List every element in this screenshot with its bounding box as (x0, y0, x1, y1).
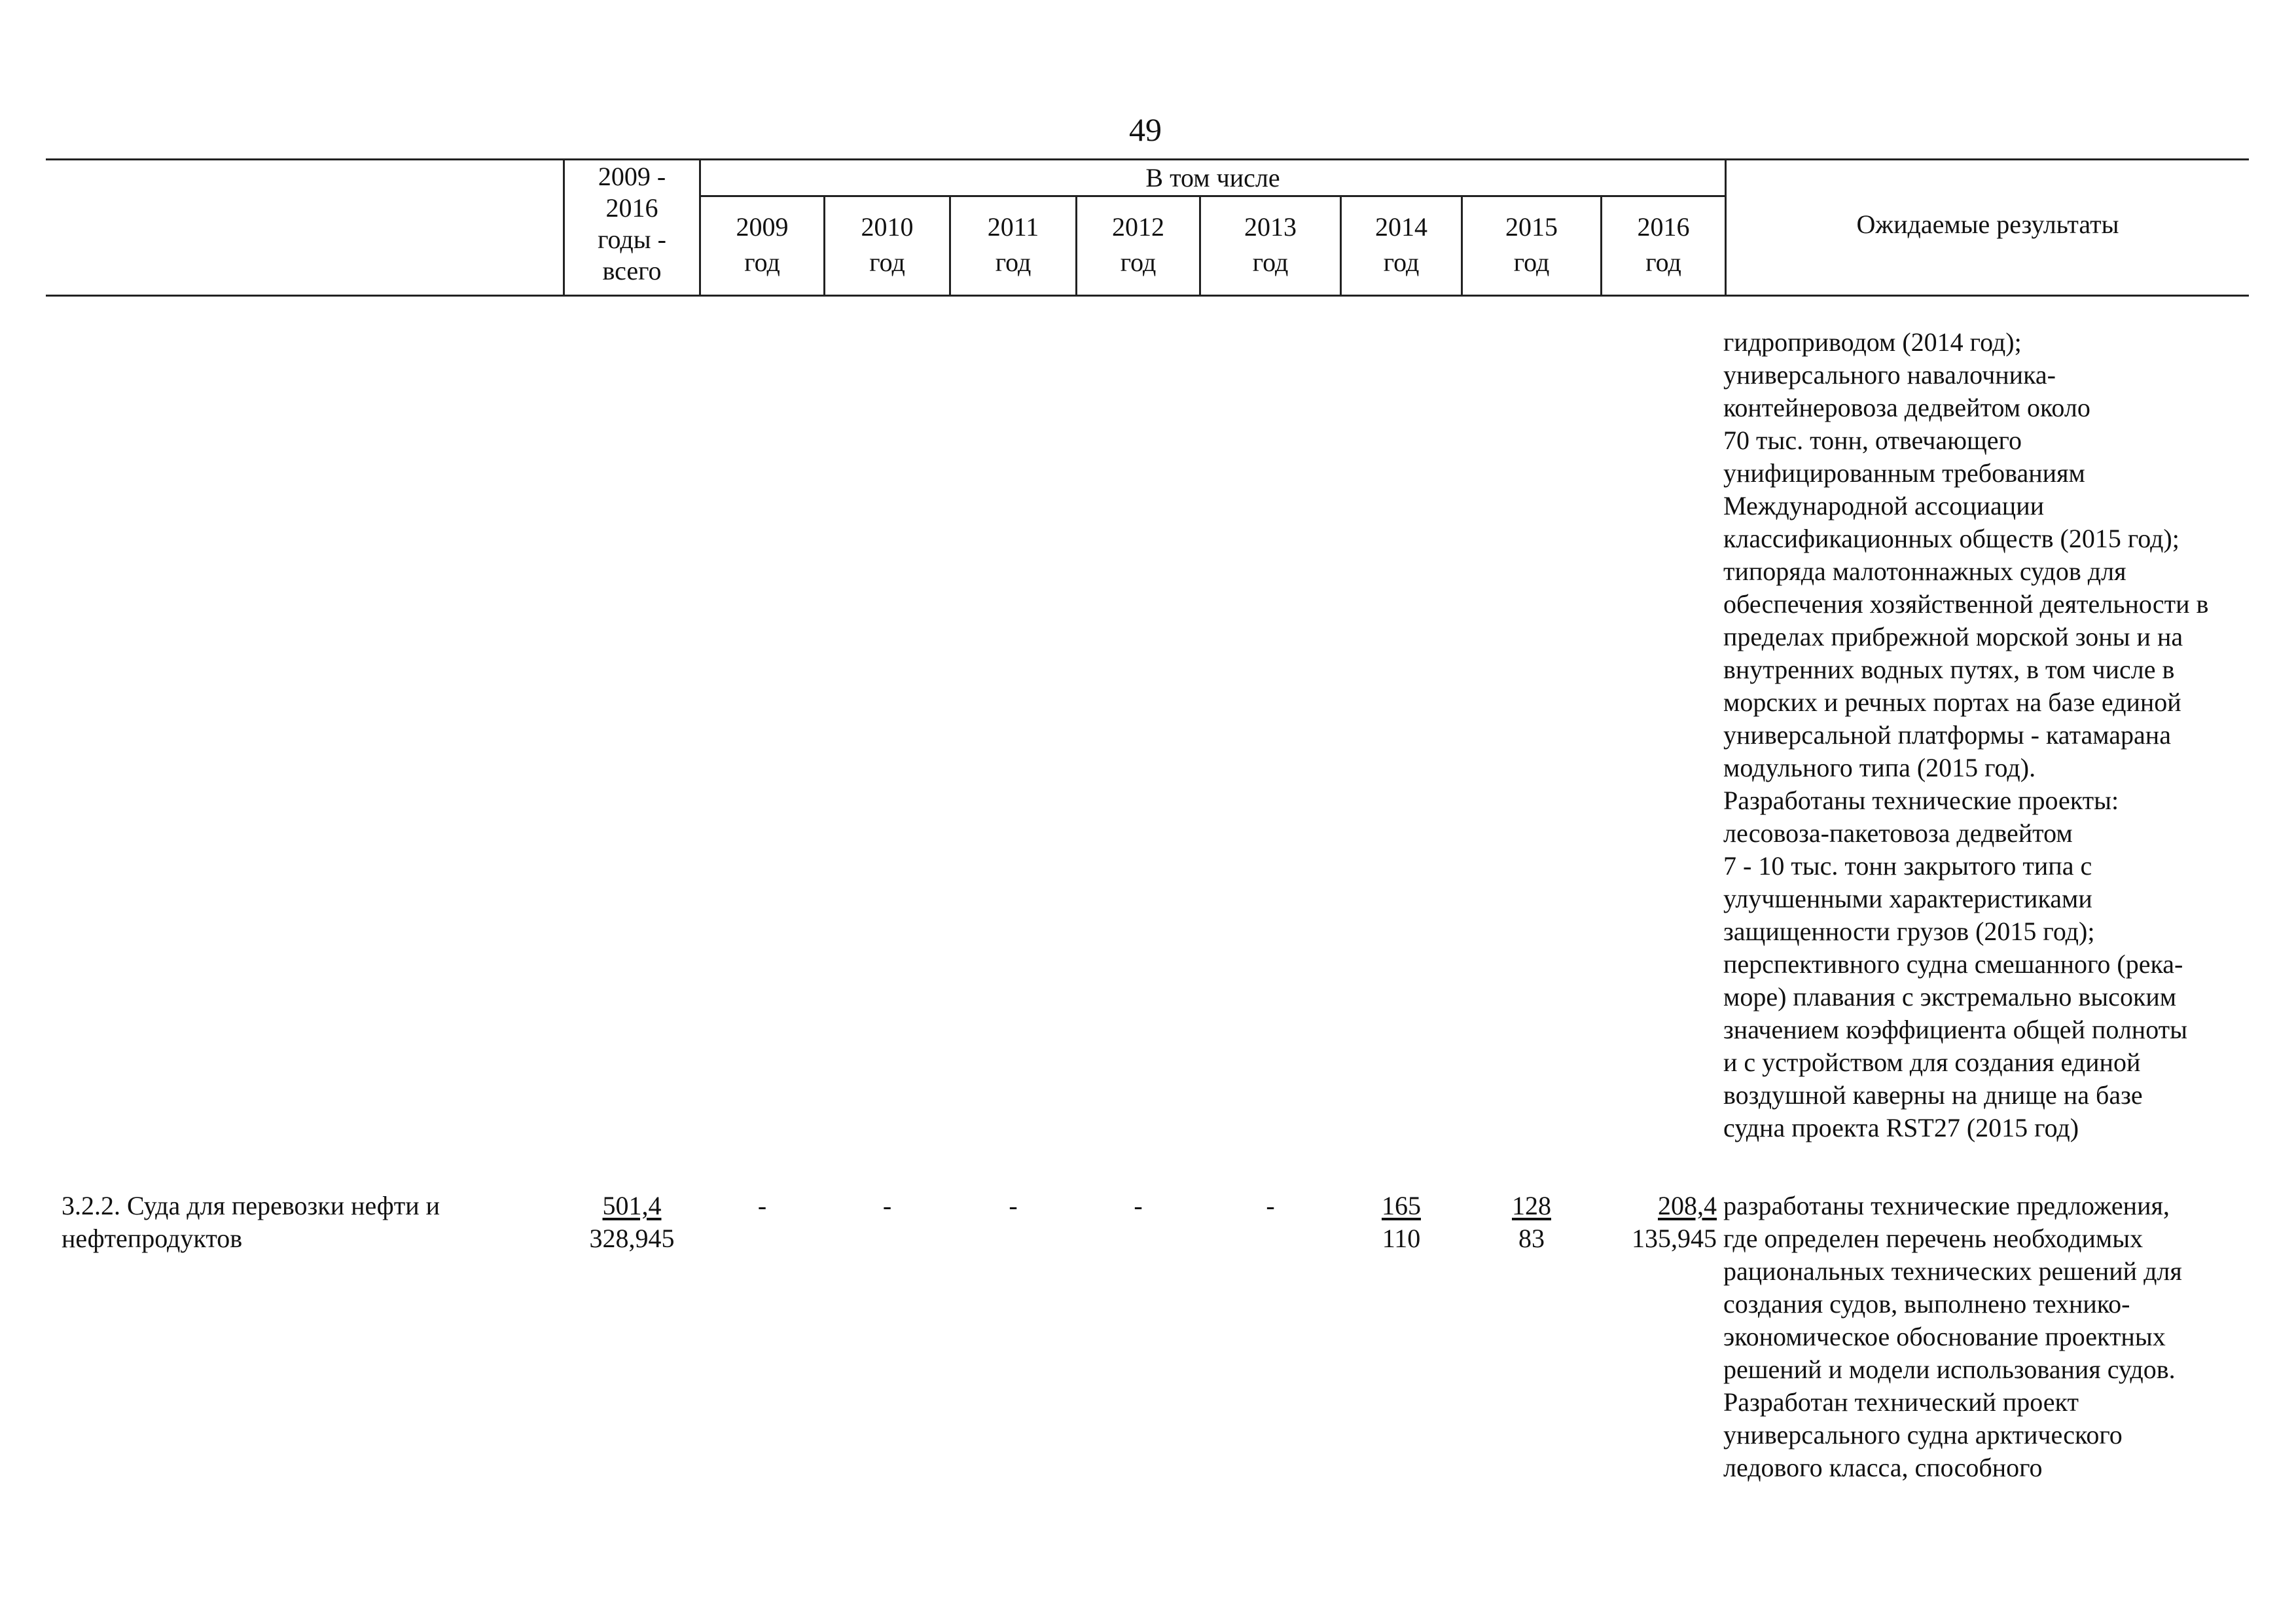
header-year-2013: 2013 год (1244, 212, 1297, 277)
header-bottom-rule (46, 295, 2249, 297)
row-2015-top (1463, 1190, 1600, 1222)
header-year-2015: 2015 год (1505, 212, 1558, 277)
row-total-top-value: 501,4 (602, 1191, 662, 1220)
row-2009-value: - (757, 1191, 767, 1220)
row-2011-value: - (1009, 1191, 1018, 1220)
header-year-2012: 2012 год (1112, 212, 1164, 277)
row-name: нефтепродуктов (62, 1224, 243, 1253)
header-top-rule (46, 158, 2249, 160)
row-2016-top (1602, 1190, 1717, 1222)
header-total-column: 2009 - 2016 годы - всего (598, 162, 666, 285)
row-2014-top-value: 165 (1382, 1191, 1421, 1220)
row-total-bottom: 328,945 (589, 1224, 675, 1253)
row-2016-bottom: 135,945 (1632, 1224, 1717, 1253)
header-year-2016: 2016 год (1637, 212, 1690, 277)
row-2016-top-value: 208,4 (1658, 1191, 1717, 1220)
row-2010-value: - (882, 1191, 892, 1220)
row-2012-value: - (1134, 1191, 1143, 1220)
row-total-top (565, 1190, 699, 1222)
row-results-text: разработаны технические предложения, где определен перечень необходимых рациональных технических решений для создания судов, выполнено технико- экономическое обоснование проектных решений и модели использования судов. Разработан технический проект универсального судна арктического ледового класса, способного (1723, 1191, 2182, 1482)
header-year-2010: 2010 год (861, 212, 914, 277)
row-2015-bottom: 83 (1518, 1224, 1545, 1253)
continued-results-text: гидроприводом (2014 год); универсального навалочника- контейнеровоза дедвейтом около 70 тыс. тонн, отвечающего унифицированным требованиям Международной ассоциации классификационных обществ (2015 год); типоряда малотоннажных судов для обеспечения хозяйственной деятельности в пределах прибрежной морской зоны и на внутренних водных путях, в том числе в морских и речных портах на базе единой универсальной платформы - катамарана модульного типа (2015 год). Разработаны технические проекты: лесовоза-пакетовоза дедвейтом 7 - 10 тыс. тонн закрытого типа с улучшенными характеристиками защищенности грузов (2015 год); перспективного судна смешанного (река- море) плавания с экстремально высоким значением коэффициента общей полноты и с устройством для создания единой воздушной каверны на днище на базе судна проекта RST27 (2015 год) (1723, 327, 2209, 1142)
header-year-2014: 2014 год (1375, 212, 1427, 277)
row-name: 3.2.2. Суда для перевозки нефти и (62, 1191, 440, 1220)
row-2014-top (1342, 1190, 1461, 1222)
page-number: 49 (1129, 111, 1162, 148)
row-2014-bottom: 110 (1382, 1224, 1421, 1253)
row-2013-value: - (1266, 1191, 1275, 1220)
header-expected-results: Ожидаемые результаты (1856, 210, 2119, 239)
header-including: В том числе (1145, 163, 1280, 192)
header-year-2011: 2011 год (987, 212, 1039, 277)
header-year-2009: 2009 год (736, 212, 789, 277)
including-rule (699, 195, 1727, 197)
row-2015-top-value: 128 (1512, 1191, 1551, 1220)
